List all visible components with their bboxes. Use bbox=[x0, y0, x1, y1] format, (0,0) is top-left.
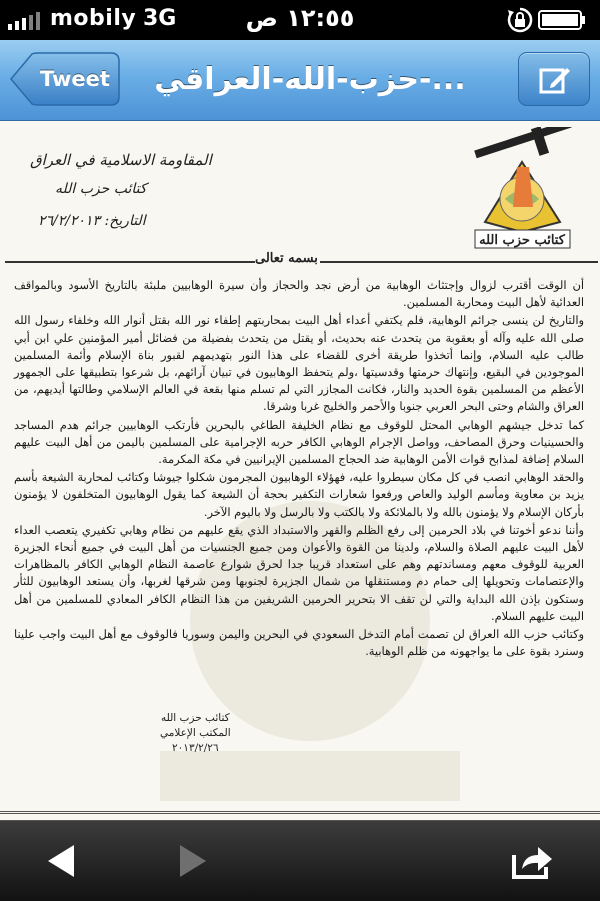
header-brigade: كتائب حزب الله bbox=[55, 181, 147, 197]
paragraph: وكتائب حزب الله العراق لن تصمت أمام التدخل السعودي في البحرين واليمن وسوريا فالوقوف مع أهل البيت واجب علينا وسنرد بقوة على ما يواجهونه من ظلم الوهابية. bbox=[14, 627, 584, 659]
status-time: ١٢:٥٥ ص bbox=[245, 4, 355, 32]
paragraph: أن الوقت أقترب لزوال وإجتثاث الوهابية من أرض نجد والحجاز وأن سيرة الوهابيين ملبئة بالتاريخ الأسود وبالمواقف العدائية لأهل البيت ومحاربة المسلمين. bbox=[14, 278, 584, 310]
signature-org: كتائب حزب الله bbox=[160, 712, 230, 724]
page-title: حزب-الله-العراقي-... bbox=[154, 62, 466, 97]
paragraph: والحقد الوهابي انصب في كل مكان سيطروا عليه، فهؤلاء الوهابيون المجرمون شكلوا جيوشا وكتائب لمحاربة الشيعة بأسم يزيد بن معاوية ومأسم الوليد والعاص ورفعوا شعارات التكفير بحجة أن الشيعة كما يقول الوهابيون المتخلفون لا يؤمنون بأركان الإسلام ولا يؤمنون بالله ولا بالملائكة ولا بالكتب ولا بالرسل ولا باليوم الآخر. bbox=[14, 470, 584, 519]
share-icon[interactable] bbox=[510, 839, 554, 883]
back-arrow-icon[interactable] bbox=[40, 839, 84, 883]
paragraph: والتاريخ لن ينسى جرائم الوهابية، فلم يكتفي أعداء أهل البيت بمحاربتهم إطفاء نور الله بقتل أنوار الله وخلفاء رسول الله صلى الله عليه وآله أو بعقوبة من يتحدث عنه بحديث، أو يقتل من يتحدث بفضيلة من فضائل أمير المؤمنين علي ابن أبي طالب عليه السلام، وإنما أتخذوا طريقة أخرى للقضاء على هذا النور بتهديمهم لقبور بناة الإسلام وأئمة المسلمين الموجودين في البقيع، وإنتهاك حرمتها وقدسيتها ،ولم يتحفظ الوهابيون في تبيان آرائهم، بل شرعوا بتطبيقها على الجمهور الأعظم من المسلمين بقوة الحديد والنار، فكانت المجازر التي لم تسلم منها بقعة في العالم الإسلامي وطالتها أيديهم، من العراق والشام وحتى البحر العربي جنوبا والأحمر والخليج غربا وشرقا. bbox=[14, 313, 584, 414]
orientation-lock-icon bbox=[506, 6, 534, 34]
back-button-label: Tweet bbox=[40, 67, 110, 91]
signature-date: ٢٠١٣/٢/٢٦ bbox=[172, 742, 219, 754]
network-type: 3G bbox=[143, 6, 177, 31]
emblem-logo bbox=[465, 127, 580, 252]
battery-icon bbox=[538, 10, 586, 30]
signature-office: المكتب الإعلامي bbox=[160, 727, 231, 739]
paragraph: وأننا ندعو أخوتنا في بلاد الحرمين إلى رفع الظلم والقهر والاستبداد الذي يقع عليهم من نظام وهابي تكفيري يتعصب العداء لأهل البيت عليهم الصلاة والسلام، ولدينا من القوة والأعوان ومن جميع الجنسيات من أهل البيت في جميع أنحاء الجزيرة العربية للوقوف معهم ومساندتهم وهم على استعداد قريبا جدا لحرق شوارع عاصمة النظام الوهابي الكافر بالمظاهرات والإعتصامات وتحويلها إلى حمام دم ومستنقلها من شمال الجزيرة لجنوبها ومن شرقها لغربها، وأن يستعد الوهابيون للثأر وستكون بإذن الله البداية والتي لن تقف الا بتحرير الحرمين الشريفين من هذا النظام الكافر المعادي للمسلمين من أهل البيت عليهم السلام. bbox=[14, 522, 584, 623]
navigation-bar bbox=[0, 40, 600, 121]
emblem-label: كتائب حزب الله bbox=[479, 233, 565, 248]
divider bbox=[0, 811, 600, 814]
header-date: التاريخ: ٢٦/٢/٢٠١٣ bbox=[38, 213, 146, 229]
divider bbox=[320, 261, 598, 263]
tweet-back-button[interactable] bbox=[10, 52, 120, 106]
signature-block bbox=[160, 711, 231, 756]
statement-body bbox=[14, 277, 584, 661]
compose-icon bbox=[539, 64, 571, 96]
bottom-toolbar bbox=[0, 820, 600, 901]
carrier-name: mobily bbox=[50, 6, 137, 31]
basmala: بسمه تعالى bbox=[255, 251, 318, 266]
forward-arrow-icon[interactable] bbox=[170, 839, 214, 883]
header-organization: المقاومة الاسلامية في العراق bbox=[30, 151, 212, 169]
paragraph: كما تدخل جيشهم الوهابي المحتل للوقوف مع نظام الخليفة الطاغي بالبحرين فأرتكب الوهابيين جرائم هدم المساجد والحسينيات وحرق المصاحف، وواصل الإجرام الوهابي الكافر حربه الإجرامية على المسلمين باليمن من أهل البيت عليهم السلام إضافة لمذابح قوات الأمن الوهابية ضد الحجاج المسلمين الإيرانيين في مكة المكرمة. bbox=[14, 417, 584, 467]
status-bar bbox=[0, 0, 600, 40]
divider bbox=[5, 261, 255, 263]
compose-button[interactable] bbox=[518, 52, 590, 106]
web-content[interactable] bbox=[0, 121, 600, 820]
document-image bbox=[0, 121, 600, 820]
